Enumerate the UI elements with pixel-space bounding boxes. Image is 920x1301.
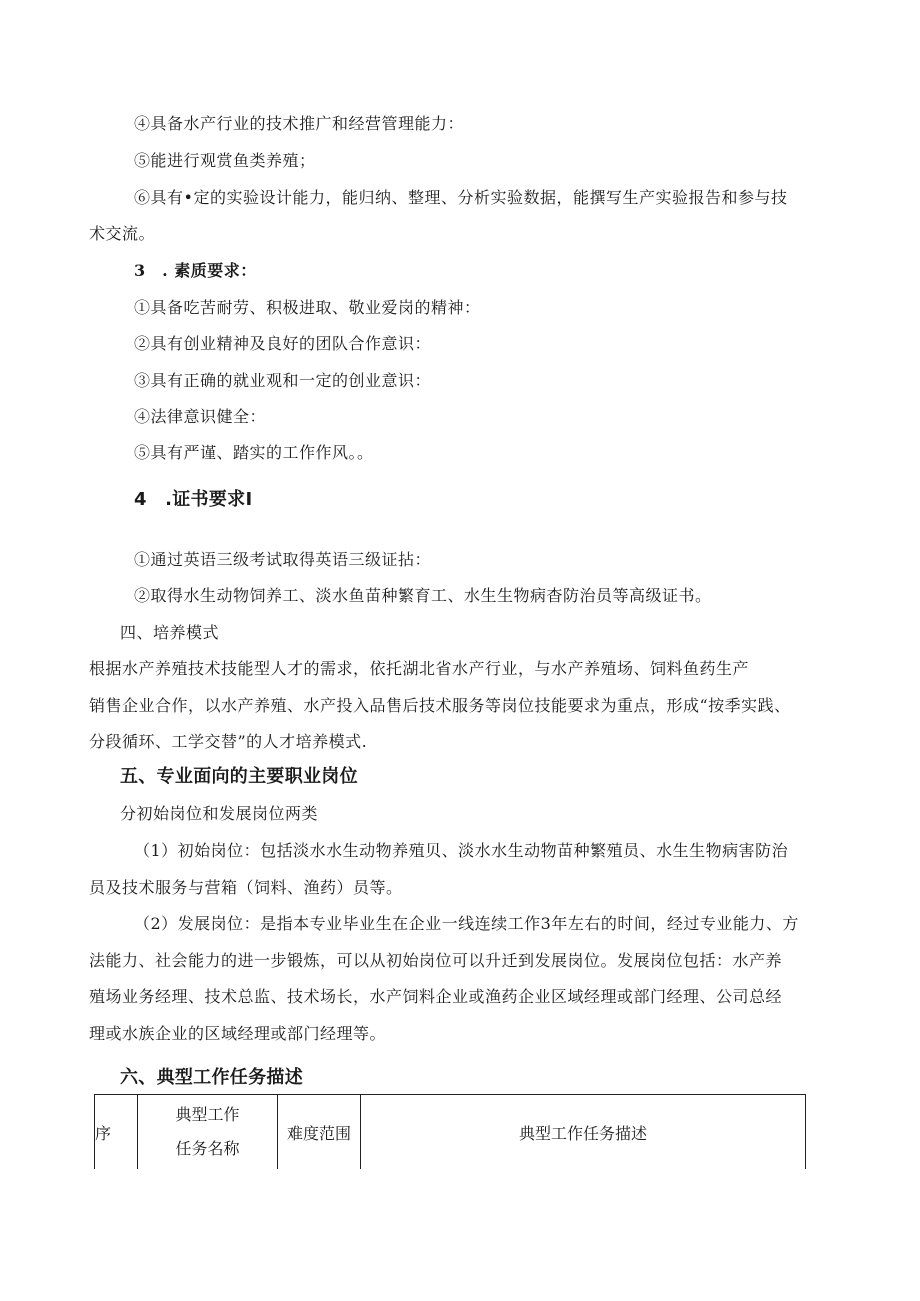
- quality-item: ②具有创业精神及良好的团队合作意识：: [134, 334, 432, 353]
- certificate-item: ②取得水生动物饲养工、淡水鱼苗种繁育工、水生生物病杳防治员等高级证书。: [134, 586, 712, 605]
- develop-positions-line: （2）发展岗位：是指本专业毕业生在企业一线连续工作3年左右的时间，经过专业能力、方: [134, 914, 799, 933]
- header-cell-task-name: 典型工作 任务名称: [138, 1095, 278, 1170]
- section4-para-line: 根据水产养殖技术技能型人才的需求，依托湖北省水产行业，与水产养殖场、饲料鱼药生产: [89, 659, 750, 678]
- certificate-item: ①通过英语三级考试取得英语三级证拈：: [134, 550, 432, 569]
- section4-title: 四、培养模式: [120, 623, 220, 642]
- skill-item-6-line2: 术交流。: [89, 224, 156, 243]
- section6-title: 六、典型工作任务描述: [120, 1067, 303, 1088]
- skill-item-6-line1: ⑥具有•定的实验设计能力，能归纳、整理、分析实验数据，能撰写生产实验报告和参与技: [134, 188, 788, 207]
- initial-positions-line: （1）初始岗位：包括淡水水生动物养殖贝、淡水水生动物苗种繁殖员、水生生物病害防治: [134, 841, 789, 860]
- quality-item: ③具有正确的就业观和一定的创业意识：: [134, 371, 432, 390]
- quality-item: ①具备吃苦耐劳、积极进取、敬业爱岗的精神：: [134, 298, 481, 317]
- develop-positions-line: 法能力、社会能力的进一步锻炼，可以从初始岗位可以升迁到发展岗位。发展岗位包括：水产养: [89, 951, 783, 970]
- task-table: [94, 1094, 806, 1169]
- quality-title: 3 . 素质要求：: [134, 261, 257, 280]
- quality-item: ④法律意识健全：: [134, 407, 267, 426]
- develop-positions-line: 理或水族企业的区域经理或部门经理等。: [89, 1024, 387, 1043]
- header-cell-difficulty: 难度范围: [278, 1095, 361, 1170]
- table-header-row: [95, 1095, 806, 1170]
- certificate-title: 4 .证书要求I: [134, 489, 253, 510]
- section4-para-line: 销售企业合作，以水产养殖、水产投入品售后技术服务等岗位技能要求为重点，形成“按季实践、: [89, 696, 791, 715]
- skill-item-5: ⑤能进行观赏鱼类养殖；: [134, 151, 316, 170]
- header-cell-description: 典型工作任务描述: [361, 1095, 806, 1170]
- initial-positions-line: 员及技术服务与营箱（饲料、渔药）员等。: [89, 878, 403, 897]
- section5-intro: 分初始岗位和发展岗位两类: [120, 804, 319, 823]
- skill-item-4: ④具备水产行业的技术推广和经营管理能力：: [134, 114, 465, 133]
- header-cell-index: 序: [95, 1095, 138, 1170]
- section5-title: 五、专业面向的主要职业岗位: [120, 766, 358, 787]
- quality-item: ⑤具有严谨、踏实的工作作风。。: [134, 443, 374, 462]
- section4-para-line: 分段循环、工学交替”的人才培养模式.: [89, 732, 368, 751]
- develop-positions-line: 殖场业务经理、技术总监、技术场长，水产饲料企业或渔药企业区域经理或部门经理、公司总经: [89, 987, 783, 1006]
